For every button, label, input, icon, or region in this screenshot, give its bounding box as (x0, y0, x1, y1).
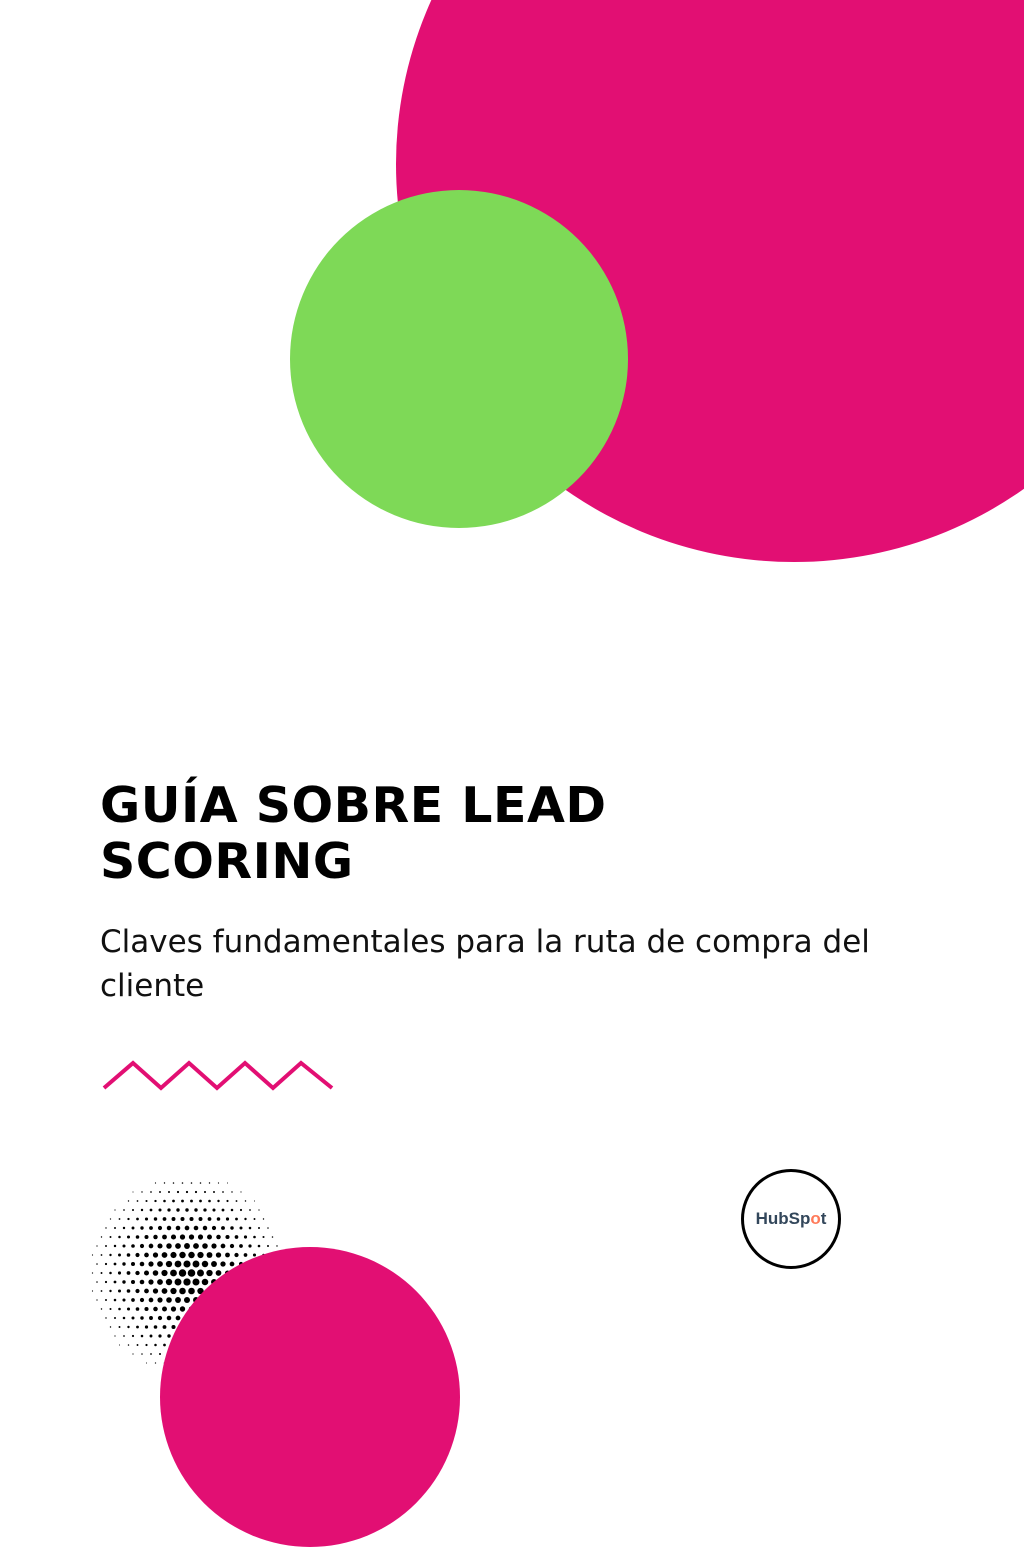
halftone-dot (144, 1289, 149, 1294)
halftone-dot (146, 1362, 147, 1363)
halftone-dot (105, 1227, 106, 1228)
halftone-dot (221, 1226, 225, 1230)
halftone-dot (127, 1253, 131, 1257)
halftone-dot (244, 1235, 247, 1238)
halftone-dot (240, 1209, 242, 1211)
halftone-dot (181, 1200, 184, 1203)
halftone-dot (194, 1226, 199, 1231)
halftone-dot (212, 1226, 216, 1230)
halftone-dot (197, 1270, 204, 1277)
halftone-dot (145, 1344, 147, 1346)
halftone-dot (154, 1325, 158, 1329)
halftone-dot (155, 1182, 156, 1183)
halftone-dot (150, 1191, 152, 1193)
halftone-dot (153, 1252, 158, 1257)
halftone-dot (217, 1217, 221, 1221)
halftone-dot (122, 1298, 125, 1301)
halftone-dot (193, 1261, 200, 1268)
halftone-dot (140, 1298, 144, 1302)
halftone-dot (254, 1218, 256, 1220)
halftone-dot (118, 1236, 121, 1239)
halftone-dot (123, 1335, 125, 1337)
halftone-dot (114, 1299, 117, 1302)
halftone-dot (234, 1253, 238, 1257)
halftone-dot (148, 1279, 153, 1284)
halftone-dot (211, 1261, 217, 1267)
halftone-dot (175, 1243, 181, 1249)
halftone-dot (136, 1218, 139, 1221)
halftone-dot (109, 1254, 111, 1256)
halftone-dot (105, 1299, 107, 1301)
halftone-dot (175, 1261, 182, 1268)
halftone-dot (245, 1200, 246, 1201)
halftone-dot (167, 1226, 171, 1230)
halftone-dot (197, 1252, 203, 1258)
halftone-dot (166, 1243, 172, 1249)
page-title: GUÍA SOBRE LEAD SCORING (100, 777, 607, 890)
halftone-dot (123, 1209, 125, 1211)
halftone-dot (172, 1217, 176, 1221)
halftone-dot (150, 1353, 152, 1355)
halftone-dot (267, 1227, 269, 1229)
halftone-dot (131, 1244, 135, 1248)
halftone-dot (127, 1289, 131, 1293)
halftone-dot (192, 1278, 199, 1285)
halftone-dot (158, 1226, 162, 1230)
halftone-dot (171, 1234, 176, 1239)
halftone-dot (122, 1262, 125, 1265)
halftone-dot (184, 1297, 190, 1303)
halftone-dot (132, 1191, 133, 1192)
logo-card (708, 1136, 880, 1304)
halftone-dot (114, 1245, 116, 1247)
halftone-dot (179, 1252, 185, 1258)
halftone-dot (140, 1262, 145, 1267)
halftone-dot (211, 1243, 216, 1248)
halftone-dot (110, 1236, 112, 1238)
halftone-dot (144, 1307, 148, 1311)
halftone-dot (136, 1326, 139, 1329)
halftone-dot (135, 1271, 139, 1275)
halftone-dot (131, 1280, 135, 1284)
halftone-dot (135, 1289, 139, 1293)
halftone-dot (186, 1191, 188, 1193)
halftone-dot (213, 1191, 215, 1193)
halftone-dot (109, 1272, 112, 1275)
halftone-dot (122, 1244, 125, 1247)
halftone-dot (101, 1290, 103, 1292)
halftone-dot (96, 1245, 97, 1246)
halftone-dot (202, 1261, 208, 1267)
halftone-dot (200, 1182, 202, 1184)
halftone-dot (225, 1253, 230, 1258)
halftone-dot (128, 1200, 129, 1201)
halftone-dot (180, 1217, 184, 1221)
halftone-dot (118, 1254, 121, 1257)
halftone-dot (258, 1245, 261, 1248)
halftone-dot (207, 1252, 213, 1258)
halftone-dot (194, 1208, 197, 1211)
hubspot-logo-icon (741, 1169, 841, 1269)
halftone-dot (199, 1217, 203, 1221)
halftone-dot (167, 1208, 170, 1211)
halftone-dot (203, 1208, 206, 1211)
halftone-dot (153, 1270, 159, 1276)
halftone-dot (171, 1325, 175, 1329)
halftone-dot (159, 1191, 161, 1193)
bottom-magenta-circle (160, 1247, 460, 1547)
halftone-dot (231, 1191, 232, 1192)
halftone-dot (172, 1200, 175, 1203)
halftone-dot (202, 1243, 208, 1249)
halftone-dot (171, 1306, 176, 1311)
halftone-dot (127, 1235, 130, 1238)
halftone-dot (149, 1226, 153, 1230)
halftone-dot (114, 1227, 116, 1229)
halftone-dot (221, 1244, 226, 1249)
halftone-dot (145, 1217, 148, 1220)
halftone-dot (92, 1272, 93, 1273)
halftone-dot (141, 1191, 142, 1192)
halftone-dot (159, 1353, 161, 1355)
halftone-dot (145, 1325, 148, 1328)
halftone-dot (218, 1182, 219, 1183)
halftone-dot (119, 1218, 121, 1220)
green-circle (290, 190, 628, 528)
halftone-dot (170, 1252, 176, 1258)
halftone-dot (157, 1243, 162, 1248)
halftone-dot (131, 1298, 135, 1302)
halftone-dot (162, 1307, 167, 1312)
halftone-dot (244, 1218, 246, 1220)
halftone-dot (212, 1208, 215, 1211)
halftone-dot (248, 1244, 251, 1247)
halftone-dot (179, 1288, 186, 1295)
halftone-dot (105, 1263, 107, 1265)
halftone-dot (153, 1307, 158, 1312)
halftone-dot (175, 1297, 181, 1303)
halftone-dot (263, 1218, 264, 1219)
halftone-dot (180, 1306, 185, 1311)
page-subtitle: Claves fundamentales para la ruta de compra del cliente (100, 924, 870, 1004)
halftone-dot (150, 1209, 153, 1212)
halftone-dot (154, 1217, 157, 1220)
halftone-dot (161, 1270, 167, 1276)
halftone-dot (140, 1226, 143, 1229)
halftone-dot (162, 1288, 168, 1294)
halftone-dot (188, 1269, 196, 1277)
halftone-dot (153, 1235, 157, 1239)
halftone-dot (118, 1308, 121, 1311)
halftone-dot (149, 1316, 153, 1320)
halftone-dot (149, 1244, 154, 1249)
halftone-dot (185, 1208, 188, 1211)
halftone-dot (114, 1209, 115, 1210)
halftone-dot (176, 1208, 179, 1211)
halftone-dot (131, 1262, 135, 1266)
halftone-dot (114, 1263, 117, 1266)
halftone-dot (123, 1317, 126, 1320)
halftone-dot (157, 1261, 163, 1267)
halftone-dot (170, 1288, 176, 1294)
halftone-dot (163, 1200, 166, 1203)
halftone-dot (157, 1297, 162, 1302)
halftone-dot (144, 1271, 149, 1276)
halftone-dot (119, 1326, 121, 1328)
halftone-dot (239, 1244, 243, 1248)
halftone-dot (163, 1344, 166, 1347)
halftone-dot (141, 1335, 144, 1338)
halftone-dot (114, 1335, 115, 1336)
halftone-dot (173, 1182, 175, 1184)
halftone-dot (177, 1191, 179, 1193)
halftone-dot (204, 1191, 206, 1193)
halftone-dot (123, 1227, 125, 1229)
halftone-dot (230, 1262, 235, 1267)
halftone-dot (145, 1200, 147, 1202)
halftone-dot (109, 1290, 111, 1292)
halftone-dot (226, 1200, 228, 1202)
halftone-dot (208, 1200, 211, 1203)
halftone-dot (140, 1316, 143, 1319)
halftone-dot (132, 1209, 134, 1211)
halftone-dot (119, 1344, 120, 1345)
halftone-dot (249, 1227, 252, 1230)
halftone-dot (216, 1252, 221, 1257)
halftone-dot (131, 1316, 134, 1319)
halftone-dot (230, 1226, 233, 1229)
halftone-dot (137, 1344, 139, 1346)
halftone-dot (166, 1261, 172, 1267)
halftone-dot (206, 1270, 212, 1276)
halftone-dot (144, 1235, 148, 1239)
halftone-dot (208, 1217, 212, 1221)
halftone-dot (209, 1182, 210, 1183)
halftone-dot (155, 1362, 156, 1363)
halftone-dot (118, 1271, 121, 1274)
halftone-dot (230, 1244, 234, 1248)
halftone-dot (183, 1260, 190, 1267)
halftone-dot (272, 1236, 274, 1238)
halftone-dot (198, 1234, 203, 1239)
halftone-dot (105, 1317, 106, 1318)
halftone-dot (109, 1308, 111, 1310)
halftone-dot (149, 1298, 154, 1303)
hubspot-wordmark: HubSpot (755, 1209, 827, 1228)
halftone-dot (154, 1344, 157, 1347)
halftone-dot (136, 1307, 140, 1311)
halftone-dot (140, 1244, 144, 1248)
halftone-dot (101, 1236, 102, 1237)
halftone-dot (176, 1316, 181, 1321)
halftone-dot (127, 1271, 131, 1275)
halftone-dot (144, 1253, 149, 1258)
halftone-dot (164, 1182, 165, 1183)
halftone-dot (96, 1263, 98, 1265)
halftone-dot (239, 1226, 242, 1229)
halftone-dot (132, 1353, 133, 1354)
halftone-dot (127, 1307, 130, 1310)
halftone-dot (168, 1191, 170, 1193)
halftone-dot (188, 1288, 195, 1295)
halftone-dot (153, 1288, 158, 1293)
zigzag-divider (100, 1058, 340, 1094)
halftone-dot (180, 1234, 185, 1239)
halftone-dot (175, 1279, 182, 1286)
halftone-dot (249, 1209, 251, 1211)
halftone-dot (127, 1326, 129, 1328)
halftone-dot (141, 1353, 143, 1355)
halftone-dot (110, 1326, 111, 1327)
halftone-dot (157, 1279, 163, 1285)
halftone-dot (96, 1299, 97, 1300)
halftone-dot (222, 1191, 224, 1193)
halftone-dot (176, 1226, 181, 1231)
halftone-dot (150, 1335, 153, 1338)
halftone-dot (127, 1218, 129, 1220)
halftone-dot (244, 1253, 248, 1257)
halftone-dot (231, 1209, 234, 1212)
halftone-dot (167, 1316, 172, 1321)
halftone-dot (253, 1236, 256, 1239)
halftone-dot (166, 1297, 172, 1303)
halftone-dot (189, 1217, 193, 1221)
halftone-dot (267, 1245, 269, 1247)
halftone-dot (227, 1182, 228, 1183)
halftone-dot (101, 1308, 102, 1309)
halftone-dot (254, 1200, 255, 1201)
halftone-dot (193, 1243, 199, 1249)
halftone-dot (182, 1182, 184, 1184)
halftone-dot (148, 1261, 153, 1266)
halftone-dot (203, 1226, 207, 1230)
halftone-dot (202, 1279, 209, 1286)
halftone-dot (158, 1334, 161, 1337)
halftone-dot (92, 1290, 93, 1291)
halftone-dot (141, 1209, 143, 1211)
halftone-dot (258, 1227, 260, 1229)
halftone-dot (183, 1278, 190, 1285)
halftone-dot (195, 1191, 197, 1193)
halftone-dot (158, 1316, 162, 1320)
halftone-dot (167, 1334, 170, 1337)
halftone-dot (158, 1208, 161, 1211)
halftone-dot (114, 1281, 117, 1284)
halftone-dot (163, 1217, 167, 1221)
halftone-dot (162, 1235, 167, 1240)
halftone-dot (189, 1234, 194, 1239)
halftone-dot (118, 1290, 121, 1293)
halftone-dot (101, 1272, 103, 1274)
halftone-dot (262, 1236, 264, 1238)
halftone-dot (207, 1235, 212, 1240)
halftone-dot (184, 1243, 190, 1249)
halftone-dot (179, 1269, 186, 1276)
halftone-dot (226, 1217, 229, 1220)
halftone-dot (96, 1281, 98, 1283)
halftone-dot (222, 1209, 225, 1212)
halftone-dot (235, 1235, 239, 1239)
halftone-dot (154, 1200, 156, 1202)
halftone-dot (122, 1280, 125, 1283)
halftone-dot (101, 1254, 103, 1256)
halftone-dot (191, 1182, 193, 1184)
halftone-dot (132, 1227, 135, 1230)
halftone-dot (128, 1344, 130, 1346)
halftone-dot (217, 1200, 219, 1202)
halftone-dot (136, 1235, 140, 1239)
halftone-dot (135, 1253, 139, 1257)
halftone-dot (166, 1279, 172, 1285)
halftone-dot (185, 1226, 190, 1231)
halftone-dot (258, 1209, 259, 1210)
halftone-dot (163, 1325, 167, 1329)
halftone-dot (190, 1200, 193, 1203)
halftone-dot (170, 1270, 177, 1277)
halftone-dot (220, 1261, 225, 1266)
halftone-dot (225, 1235, 229, 1239)
halftone-dot (110, 1218, 111, 1219)
halftone-dot (105, 1281, 107, 1283)
halftone-dot (137, 1200, 139, 1202)
halftone-dot (235, 1218, 238, 1221)
halftone-dot (92, 1254, 93, 1255)
halftone-dot (236, 1200, 238, 1202)
hubspot-sprocket-letter: o (810, 1209, 821, 1228)
halftone-dot (276, 1245, 277, 1246)
halftone-dot (162, 1252, 168, 1258)
halftone-dot (105, 1245, 107, 1247)
halftone-dot (188, 1252, 194, 1258)
halftone-dot (132, 1335, 134, 1337)
halftone-dot (240, 1191, 241, 1192)
halftone-dot (114, 1317, 116, 1319)
halftone-dot (199, 1200, 202, 1203)
halftone-dot (140, 1280, 145, 1285)
halftone-dot (216, 1235, 221, 1240)
